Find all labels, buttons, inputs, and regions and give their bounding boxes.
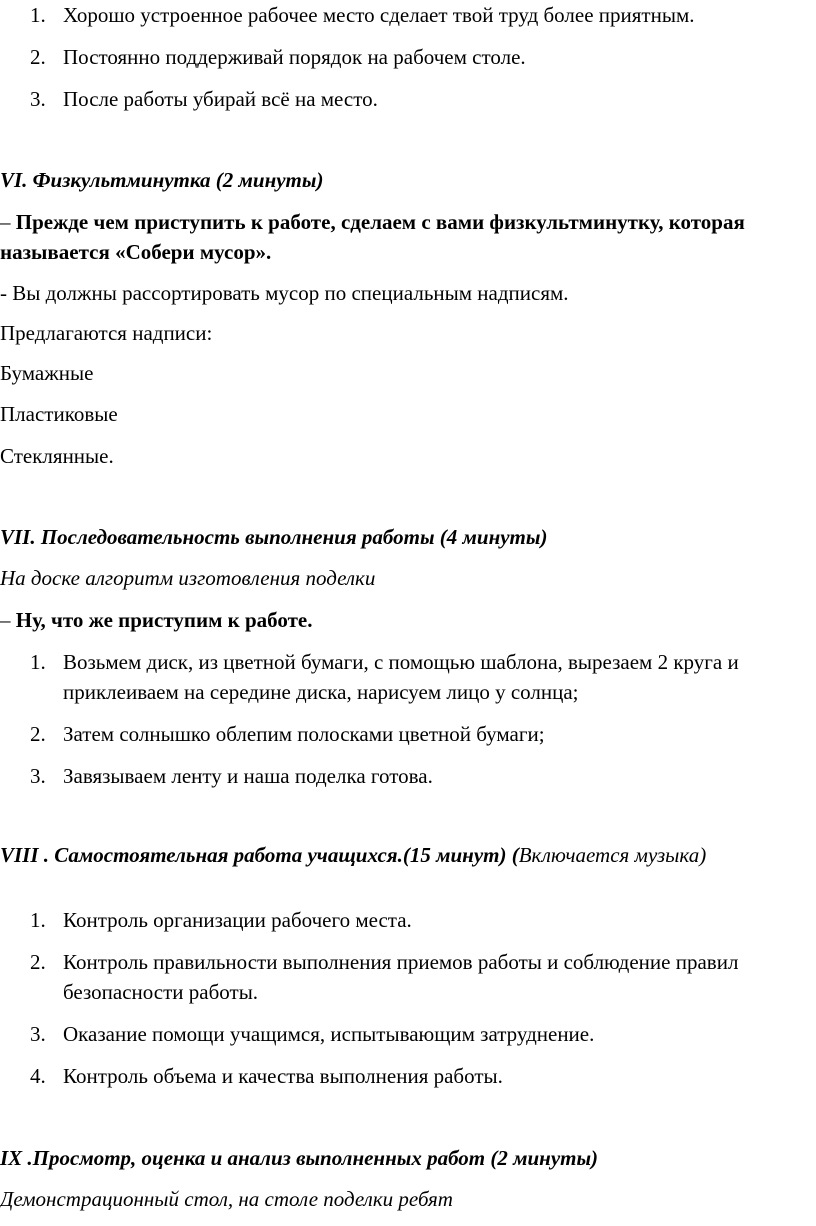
list-item	[30, 647, 790, 707]
bold-text: Ну, что же приступим к работе.	[15, 608, 313, 632]
list-text: Постоянно поддерживай порядок на рабочем столе.	[63, 45, 526, 69]
section-heading: VII. Последовательность выполнения работы (4 минуты)	[0, 525, 548, 549]
paragraph: Предлагаются надписи:	[0, 321, 213, 345]
list-number: 1.	[30, 908, 46, 932]
bold-text: Прежде чем приступить к работе, сделаем с вами физкультминутку, которая называется «Собери мусор».	[0, 210, 745, 264]
section-heading: IX .Просмотр, оценка и анализ выполненных работ (2 минуты)	[0, 1146, 599, 1170]
paragraph	[0, 207, 790, 267]
list-text: Контроль объема и качества выполнения работы.	[63, 1064, 503, 1088]
paragraph: На доске алгоритм изготовления поделки	[0, 566, 376, 590]
list-text: Возьмем диск, из цветной бумаги, с помощью шаблона, вырезаем 2 круга и приклеиваем на середине диска, нарисуем лицо у солнца;	[63, 650, 739, 704]
list-item	[30, 761, 790, 791]
list-item	[30, 0, 790, 30]
dash: –	[0, 608, 16, 632]
list-text: Завязываем ленту и наша поделка готова.	[63, 764, 433, 788]
bold-italic-text: VIII . Самостоятельная работа учащихся.(15 минут) (	[0, 843, 519, 867]
section-heading	[0, 840, 760, 870]
list-text: После работы убирай всё на место.	[63, 87, 378, 111]
list-number: 2.	[30, 722, 46, 746]
list-item	[30, 1019, 790, 1049]
list-number: 2.	[30, 950, 46, 974]
list-item	[30, 1061, 790, 1091]
list-text: Оказание помощи учащимся, испытывающим затруднение.	[63, 1022, 595, 1046]
list-item	[30, 905, 790, 935]
list-text: Контроль правильности выполнения приемов работы и соблюдение правил безопасности работы.	[63, 950, 739, 1004]
list-text: Хорошо устроенное рабочее место сделает твой труд более приятным.	[63, 3, 695, 27]
list-number: 3.	[30, 87, 46, 111]
label-item: Стеклянные.	[0, 444, 114, 468]
paragraph	[0, 605, 790, 635]
list-item	[30, 947, 790, 1007]
section-heading: VI. Физкультминутка (2 минуты)	[0, 168, 324, 192]
list-text: Контроль организации рабочего места.	[63, 908, 412, 932]
list-item	[30, 84, 790, 114]
control-list	[30, 905, 790, 1091]
list-number: 1.	[30, 650, 46, 674]
list-item	[30, 719, 790, 749]
list-item	[30, 42, 790, 72]
paragraph: Демонстрационный стол, на столе поделки ребят	[0, 1187, 453, 1211]
list-number: 3.	[30, 764, 46, 788]
label-item: Пластиковые	[0, 402, 118, 426]
list-number: 2.	[30, 45, 46, 69]
paragraph: - Вы должны рассортировать мусор по специальным надписям.	[0, 281, 569, 305]
label-item: Бумажные	[0, 361, 94, 385]
list-number: 4.	[30, 1064, 46, 1088]
list-number: 3.	[30, 1022, 46, 1046]
italic-text: Включается музыка)	[518, 843, 707, 867]
steps-list	[30, 647, 790, 791]
list-text: Затем солнышко облепим полосками цветной бумаги;	[63, 722, 545, 746]
list-number: 1.	[30, 3, 46, 27]
rules-list	[30, 0, 790, 114]
dash: –	[0, 210, 16, 234]
